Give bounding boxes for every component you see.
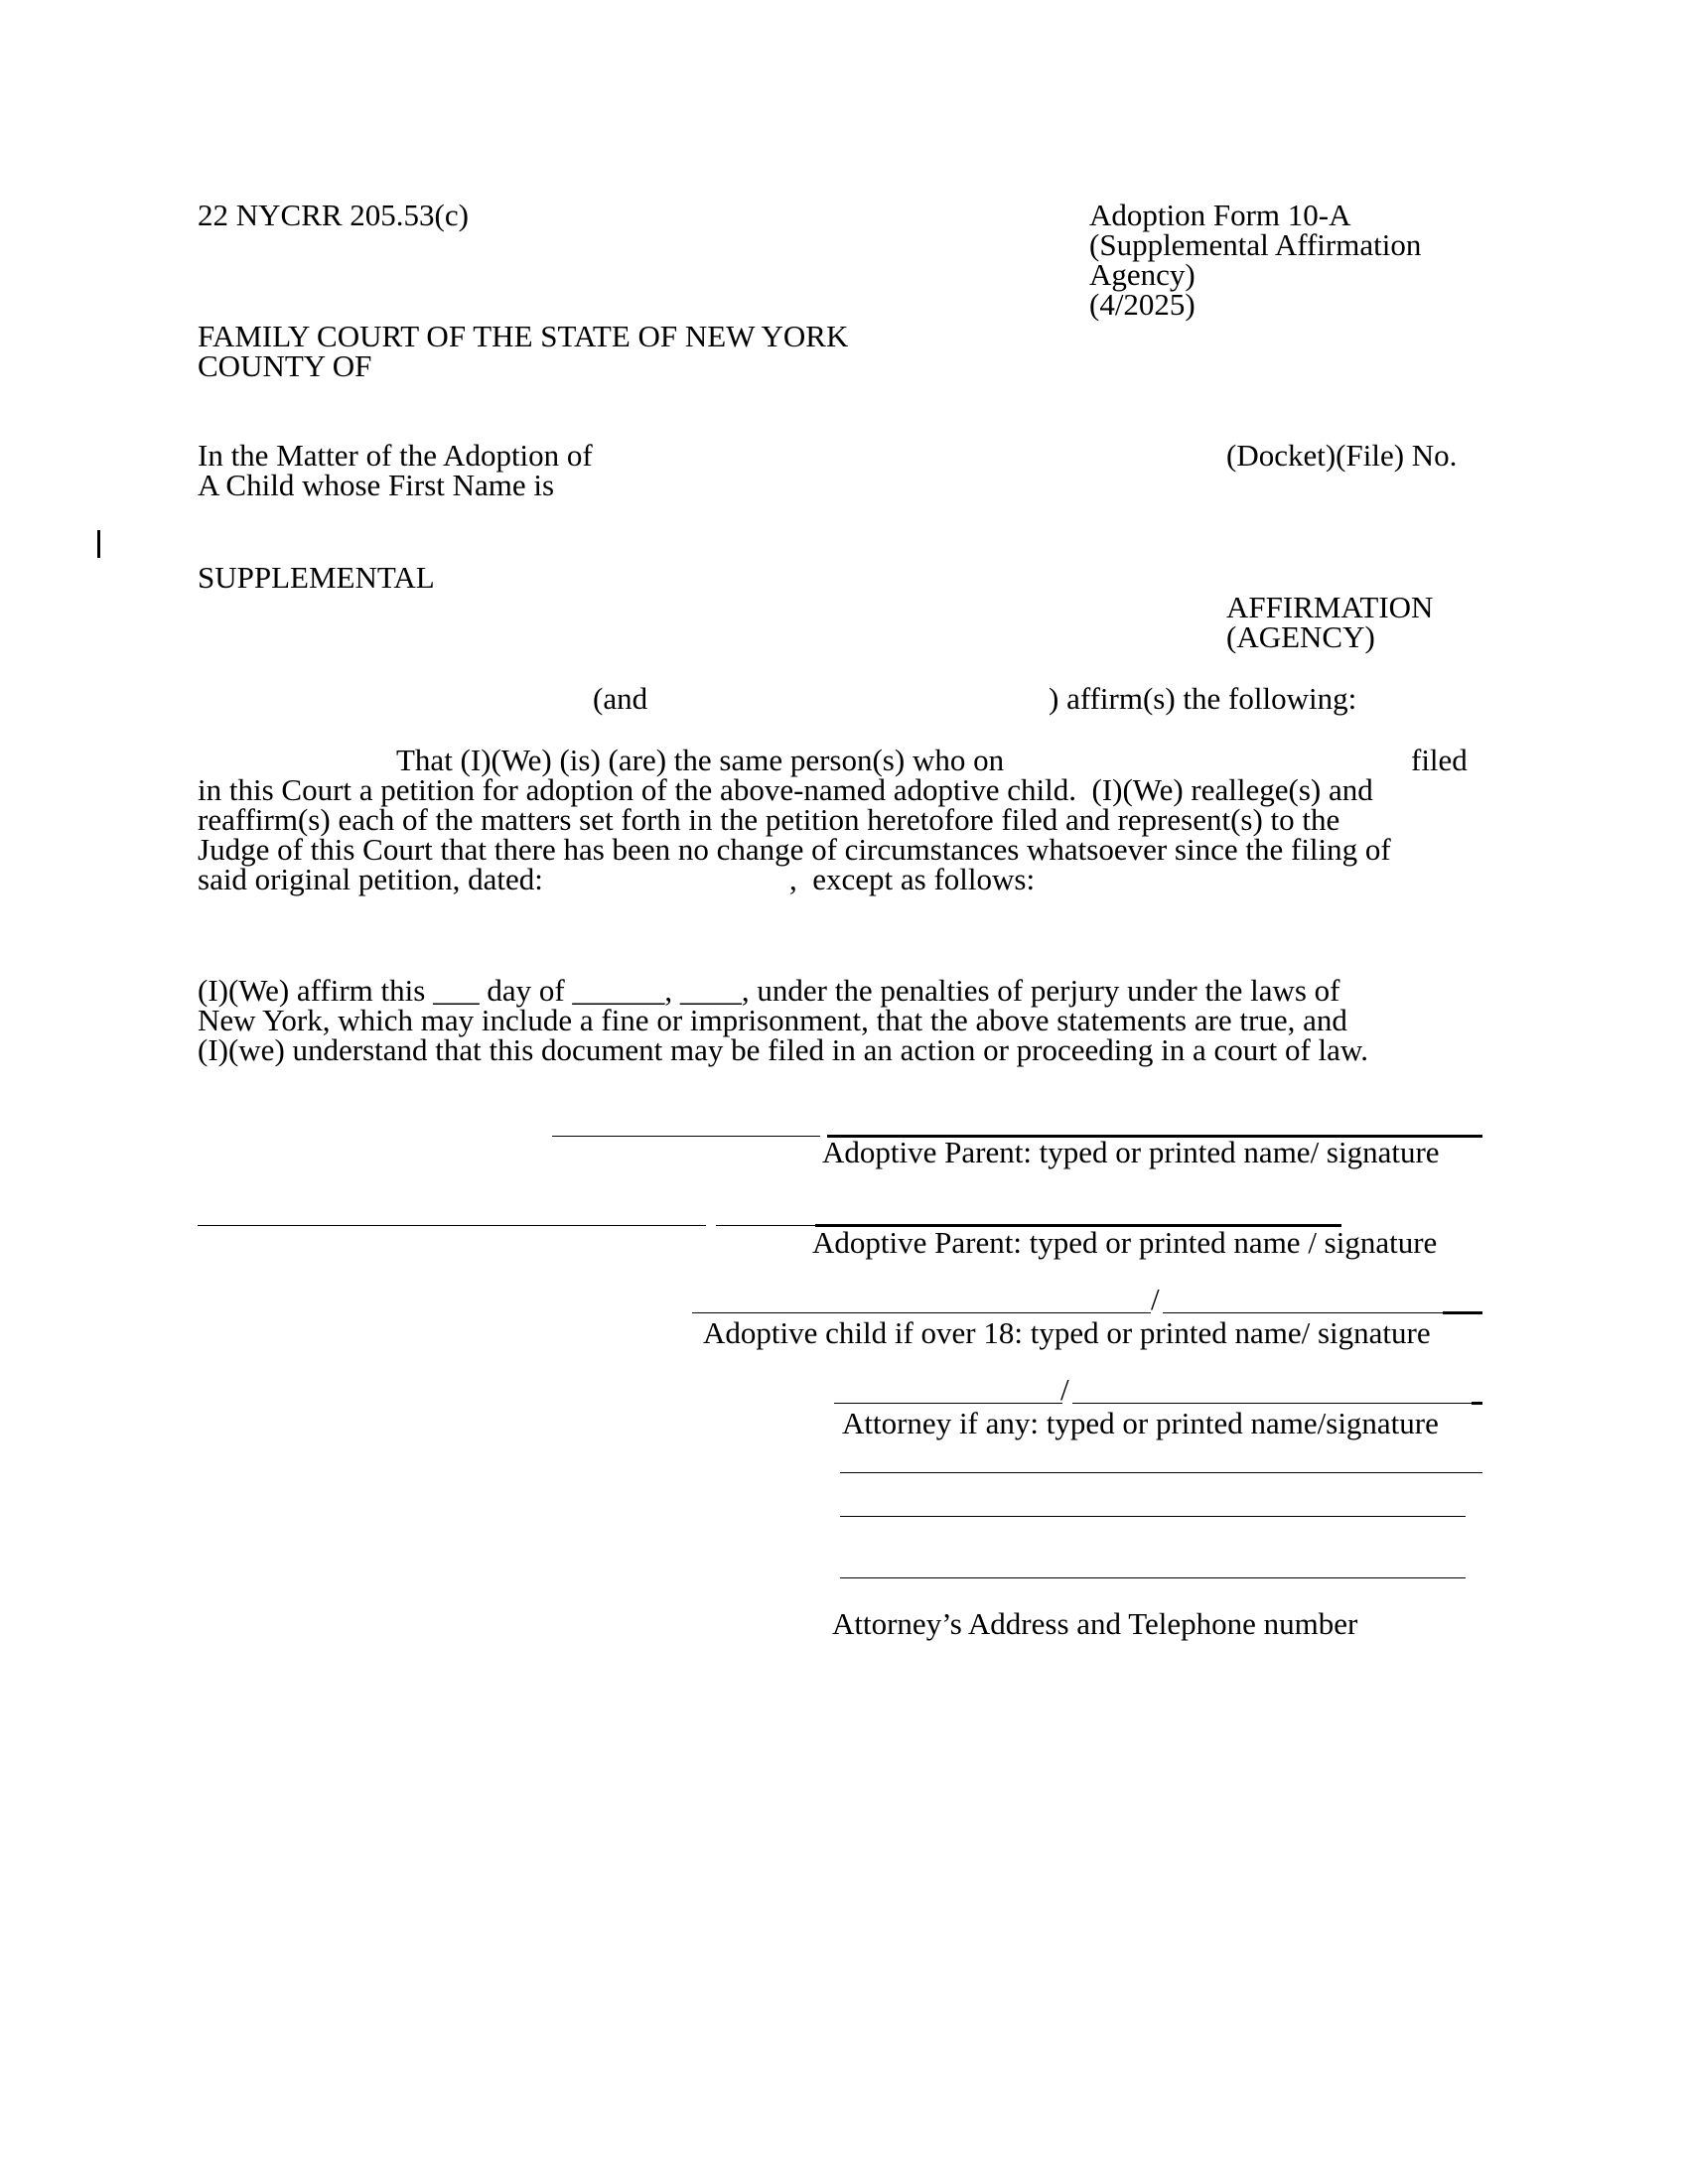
matter-line-2: A Child whose First Name is	[198, 468, 555, 502]
attorney-address-label: Attorney’s Address and Telephone number	[832, 1606, 1358, 1641]
paragraph-filed: filed	[1411, 743, 1468, 777]
attorney-label: Attorney if any: typed or printed name/signature	[842, 1406, 1439, 1440]
paragraph-line-2: in this Court a petition for adoption of the above-named adoptive child. (I)(We) reallege(s) and	[198, 772, 1373, 807]
county-label: COUNTY OF	[198, 348, 372, 383]
attorney-slash: /	[1060, 1372, 1069, 1407]
signature-line-left[interactable]	[552, 1136, 820, 1137]
parent1-label: Adoptive Parent: typed or printed name/ signature	[822, 1135, 1440, 1169]
paragraph-except: , except as follows:	[789, 862, 1036, 896]
attorney-signature-line-end[interactable]	[1472, 1402, 1482, 1405]
paragraph-line-1: That (I)(We) (is) (are) the same person(s) who on	[396, 743, 1005, 777]
form-number: Adoption Form 10-A	[1089, 198, 1351, 232]
affirm-clause-line-3: (I)(we) understand that this document may be filed in an action or proceeding in a court of law.	[198, 1032, 1369, 1067]
child-slash: /	[1151, 1282, 1160, 1316]
court-name: FAMILY COURT OF THE STATE OF NEW YORK	[198, 319, 849, 353]
parent2-name-line[interactable]	[198, 1225, 706, 1226]
supplemental-label: SUPPLEMENTAL	[198, 560, 435, 595]
affirmation-agency: (AGENCY)	[1226, 619, 1375, 654]
form-subtitle-cont: Agency)	[1089, 257, 1196, 292]
and-text: (and	[593, 681, 648, 716]
paragraph-line-3: reaffirm(s) each of the matters set forth in the petition heretofore filed and represent(s) to the	[198, 802, 1340, 837]
attorney-name-line[interactable]	[834, 1403, 1062, 1404]
affirmation-title: AFFIRMATION	[1226, 590, 1434, 624]
affirm-clause-line-1: (I)(We) affirm this ___ day of ______, ____, under the penalties of perjury under the laws of	[198, 973, 1340, 1008]
attorney-address-line-1[interactable]	[840, 1472, 1482, 1473]
child-label: Adoptive child if over 18: typed or printed name/ signature	[703, 1315, 1431, 1350]
child-signature-line-end[interactable]	[1443, 1311, 1482, 1314]
form-revision-date: (4/2025)	[1089, 287, 1196, 322]
attorney-address-line-3[interactable]	[840, 1577, 1466, 1578]
matter-line-1: In the Matter of the Adoption of	[198, 438, 593, 473]
attorney-signature-line[interactable]	[1072, 1403, 1472, 1404]
docket-label: (Docket)(File) No.	[1226, 438, 1458, 473]
attorney-address-line-2[interactable]	[840, 1516, 1466, 1517]
text-cursor	[97, 530, 100, 558]
parent2-gap-line[interactable]	[716, 1225, 815, 1226]
child-signature-line[interactable]	[1163, 1312, 1443, 1313]
rule-citation: 22 NYCRR 205.53(c)	[198, 198, 469, 232]
paragraph-line-4: Judge of this Court that there has been no change of circumstances whatsoever since the filing of	[198, 832, 1391, 867]
child-name-line[interactable]	[692, 1312, 1151, 1313]
paragraph-line-5: said original petition, dated:	[198, 862, 543, 896]
affirm-clause-line-2: New York, which may include a fine or imprisonment, that the above statements are true, and	[198, 1003, 1347, 1037]
form-subtitle: (Supplemental Affirmation	[1089, 227, 1422, 262]
affirms-text: ) affirm(s) the following:	[1049, 681, 1357, 716]
parent2-label: Adoptive Parent: typed or printed name / signature	[812, 1225, 1438, 1260]
